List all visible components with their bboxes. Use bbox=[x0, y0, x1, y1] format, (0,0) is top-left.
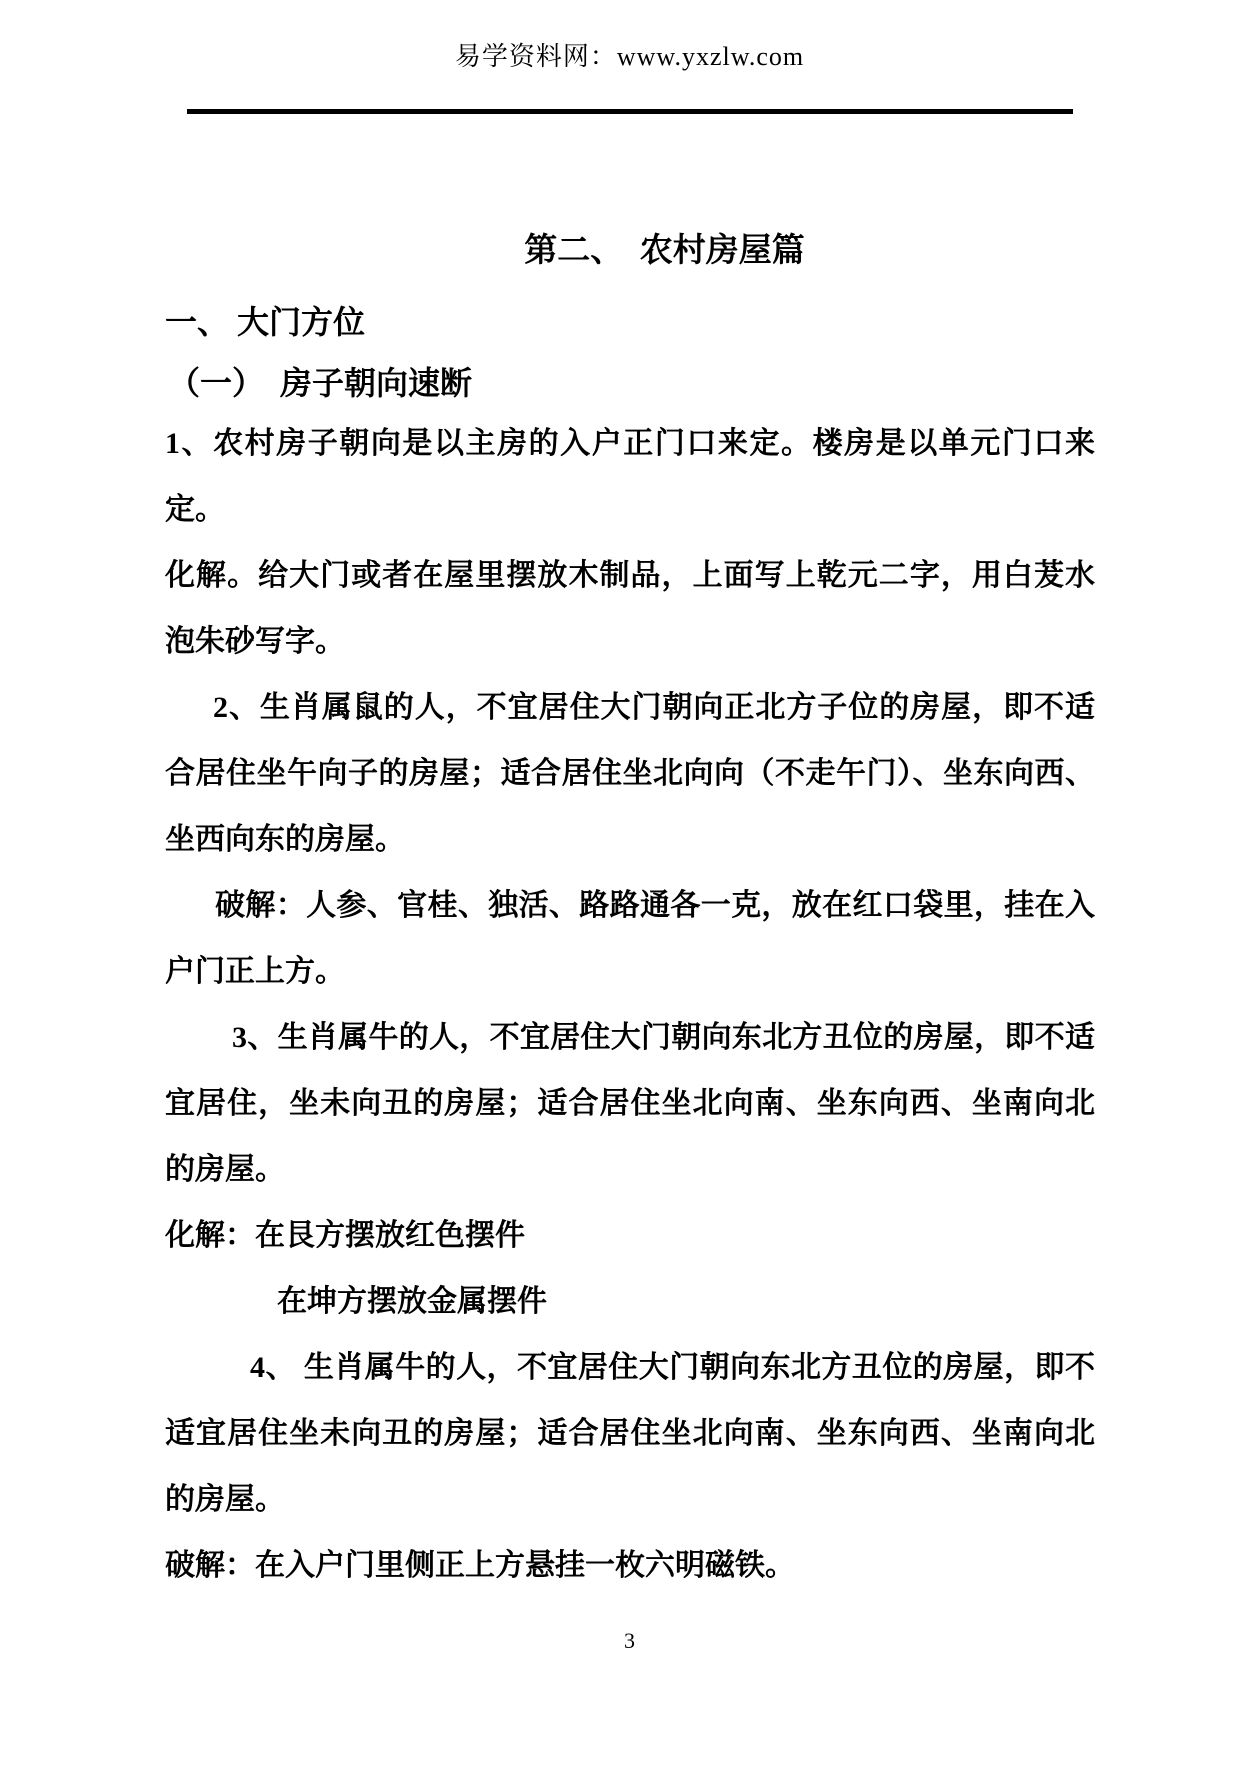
text-line: 泡朱砂写字。 bbox=[165, 625, 345, 658]
text-line: 坐西向东的房屋。 bbox=[165, 823, 405, 856]
header-divider-line bbox=[187, 109, 1073, 114]
text-line: 合居住坐午向子的房屋；适合居住坐北向向（不走午门）、坐东向西、 bbox=[165, 757, 1095, 790]
text-line: 破解：在入户门里侧正上方悬挂一枚六明磁铁。 bbox=[165, 1549, 795, 1582]
text-line: 化解。给大门或者在屋里摆放木制品，上面写上乾元二字，用白茇水 bbox=[165, 559, 1095, 592]
text-line: 破解：人参、官桂、独活、路路通各一克，放在红口袋里，挂在入 bbox=[215, 889, 1095, 922]
text-line: 适宜居住坐未向丑的房屋；适合居住坐北向南、坐东向西、坐南向北 bbox=[165, 1417, 1095, 1450]
text-line: 户门正上方。 bbox=[165, 955, 345, 988]
text-line: 定。 bbox=[165, 493, 225, 526]
section-heading: 一、 大门方位 bbox=[165, 304, 366, 340]
text-line: 的房屋。 bbox=[165, 1483, 285, 1516]
text-line: 3、生肖属牛的人，不宜居住大门朝向东北方丑位的房屋，即不适 bbox=[232, 1021, 1095, 1054]
page-number: 3 bbox=[624, 1628, 635, 1653]
text-line: 的房屋。 bbox=[165, 1153, 285, 1186]
page-title: 第二、 农村房屋篇 bbox=[524, 233, 805, 269]
text-line: 在坤方摆放金属摆件 bbox=[277, 1285, 547, 1318]
text-line: 化解：在艮方摆放红色摆件 bbox=[165, 1219, 525, 1252]
subsection-heading: （一） 房子朝向速断 bbox=[168, 365, 473, 401]
text-line: 1、农村房子朝向是以主房的入户正门口来定。楼房是以单元门口来 bbox=[165, 427, 1095, 460]
text-line: 4、 生肖属牛的人，不宜居住大门朝向东北方丑位的房屋，即不 bbox=[250, 1351, 1095, 1384]
page-header-site: 易学资料网：www.yxzlw.com bbox=[454, 42, 805, 71]
text-line: 2、生肖属鼠的人，不宜居住大门朝向正北方子位的房屋，即不适 bbox=[213, 691, 1095, 724]
text-line: 宜居住，坐未向丑的房屋；适合居住坐北向南、坐东向西、坐南向北 bbox=[165, 1087, 1095, 1120]
